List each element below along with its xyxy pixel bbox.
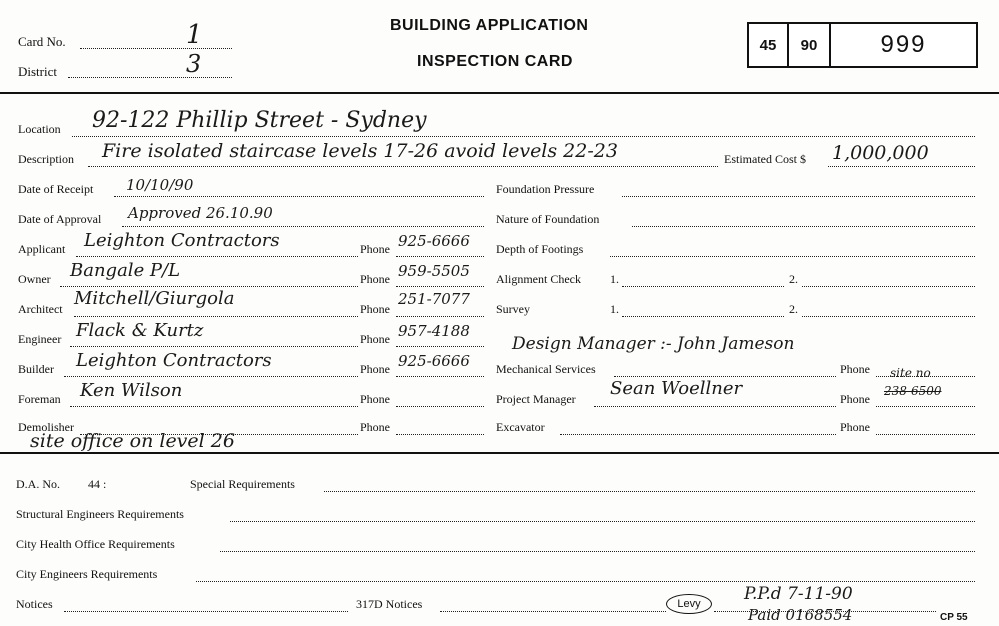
owner-phone-value: 959-5505 (398, 262, 470, 280)
engineers-line (196, 581, 975, 582)
alignment-line1 (622, 286, 784, 287)
pm-phone-line (876, 406, 975, 407)
owner-label: Owner (18, 272, 51, 286)
foundation-pressure-line (622, 196, 975, 197)
design-manager-note: Design Manager :- John Jameson (512, 334, 795, 354)
structural-label: Structural Engineers Requirements (16, 507, 184, 521)
date-receipt-line (114, 196, 484, 197)
date-approval-label: Date of Approval (18, 212, 102, 226)
nature-foundation-line (632, 226, 975, 227)
survey-label: Survey (496, 302, 530, 316)
applicant-phone-line (396, 256, 484, 257)
builder-phone-value: 925-6666 (398, 352, 470, 370)
applicant-phone-label: Phone (360, 242, 390, 256)
notices-317d-line (440, 611, 666, 612)
card-number-box (747, 22, 978, 68)
description-line (88, 166, 718, 167)
special-requirements-label: Special Requirements (190, 477, 295, 491)
levy-note-2: Paid 0168554 (748, 606, 853, 624)
engineer-phone-label: Phone (360, 332, 390, 346)
engineer-phone-value: 957-4188 (398, 322, 470, 340)
foreman-label: Foreman (18, 392, 61, 406)
foreman-phone-line (396, 406, 484, 407)
project-manager-line (594, 406, 836, 407)
estimated-cost-value: 1,000,000 (832, 142, 929, 164)
owner-line (60, 286, 358, 287)
builder-phone-label: Phone (360, 362, 390, 376)
survey-line2 (802, 316, 975, 317)
applicant-value: Leighton Contractors (84, 230, 280, 251)
health-label: City Health Office Requirements (16, 537, 175, 551)
da-value: 44 : (88, 477, 107, 491)
architect-label: Architect (18, 302, 63, 316)
project-manager-label: Project Manager (496, 392, 576, 406)
notices-label: Notices (16, 597, 53, 611)
notices-line (64, 611, 348, 612)
date-receipt-value: 10/10/90 (126, 176, 194, 194)
owner-value: Bangale P/L (70, 260, 181, 281)
header-divider (0, 92, 999, 94)
card-no-value: 1 (186, 20, 203, 50)
alignment-check-label: Alignment Check (496, 272, 581, 286)
title-line2: INSPECTION CARD (417, 53, 573, 70)
engineer-value: Flack & Kurtz (76, 320, 204, 341)
location-value: 92-122 Phillip Street - Sydney (92, 108, 427, 133)
depth-footings-label: Depth of Footings (496, 242, 584, 256)
project-manager-value: Sean Woellner (610, 378, 743, 399)
excavator-phone-label: Phone (840, 420, 870, 434)
health-line (220, 551, 975, 552)
location-line (72, 136, 975, 137)
description-value: Fire isolated staircase levels 17-26 avoid levels 22-23 (102, 140, 618, 162)
district-value: 3 (186, 50, 202, 78)
box-cell-2: 90 (789, 24, 831, 66)
district-line (68, 77, 232, 78)
alignment-num2: 2. (789, 272, 798, 286)
box-cell-1: 45 (749, 24, 789, 66)
special-requirements-line (324, 491, 975, 492)
levy-note-1: P.P.d 7-11-90 (744, 584, 853, 604)
box-number: 999 (880, 31, 927, 58)
mechanical-line (614, 376, 836, 377)
engineer-line (70, 346, 358, 347)
survey-line1 (622, 316, 784, 317)
mechanical-label: Mechanical Services (496, 362, 596, 376)
pm-phone-struck: 238-6500 (884, 384, 942, 398)
builder-line (64, 376, 358, 377)
foreman-line (70, 406, 358, 407)
date-approval-value: Approved 26.10.90 (128, 204, 273, 222)
owner-phone-line (396, 286, 484, 287)
applicant-phone-value: 925-6666 (398, 232, 470, 250)
architect-line (74, 316, 358, 317)
demolisher-label: Demolisher (18, 420, 74, 434)
engineer-phone-line (396, 346, 484, 347)
demolisher-phone-label: Phone (360, 420, 390, 434)
site-note: site office on level 26 (30, 430, 235, 452)
notices-317d-label: 317D Notices (356, 597, 423, 611)
builder-value: Leighton Contractors (76, 350, 272, 371)
engineer-label: Engineer (18, 332, 62, 346)
da-label: D.A. No. (16, 477, 60, 491)
demolisher-phone-line (396, 434, 484, 435)
pm-phone-note: site no (890, 366, 931, 380)
engineers-label: City Engineers Requirements (16, 567, 158, 581)
foundation-pressure-label: Foundation Pressure (496, 182, 595, 196)
alignment-line2 (802, 286, 975, 287)
location-label: Location (18, 122, 61, 136)
levy-stamp: Levy (666, 594, 712, 614)
excavator-phone-line (876, 434, 975, 435)
depth-footings-line (610, 256, 975, 257)
architect-phone-value: 251-7077 (398, 290, 470, 308)
card-no-line (80, 48, 232, 49)
structural-line (230, 521, 975, 522)
foreman-value: Ken Wilson (80, 380, 183, 401)
architect-phone-line (396, 316, 484, 317)
foreman-phone-label: Phone (360, 392, 390, 406)
form-code: CP 55 (940, 612, 968, 623)
date-receipt-label: Date of Receipt (18, 182, 94, 196)
architect-phone-label: Phone (360, 302, 390, 316)
survey-num1: 1. (610, 302, 619, 316)
applicant-label: Applicant (18, 242, 66, 256)
description-label: Description (18, 152, 74, 166)
district-label: District (18, 64, 57, 79)
owner-phone-label: Phone (360, 272, 390, 286)
excavator-label: Excavator (496, 420, 545, 434)
applicant-line (76, 256, 358, 257)
excavator-line (560, 434, 836, 435)
pm-phone-label: Phone (840, 392, 870, 406)
card-no-label: Card No. (18, 34, 66, 49)
architect-value: Mitchell/Giurgola (74, 288, 235, 309)
middle-divider (0, 452, 999, 454)
mechanical-phone-label: Phone (840, 362, 870, 376)
estimated-cost-line (828, 166, 975, 167)
estimated-cost-label: Estimated Cost $ (724, 152, 806, 166)
builder-label: Builder (18, 362, 54, 376)
builder-phone-line (396, 376, 484, 377)
alignment-num1: 1. (610, 272, 619, 286)
title-line1: BUILDING APPLICATION (390, 17, 589, 34)
survey-num2: 2. (789, 302, 798, 316)
date-approval-line (122, 226, 484, 227)
nature-foundation-label: Nature of Foundation (496, 212, 600, 226)
